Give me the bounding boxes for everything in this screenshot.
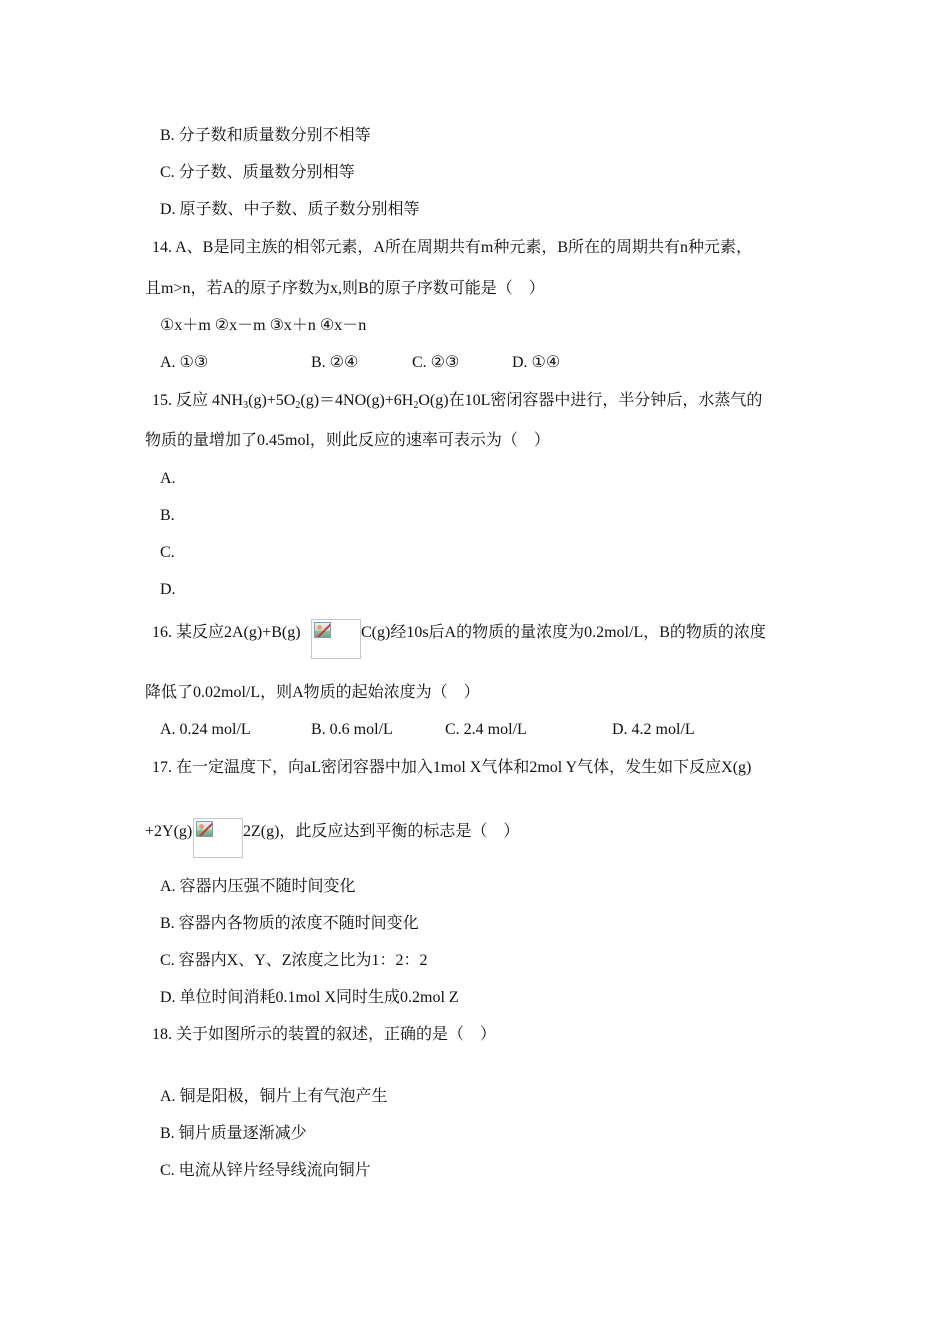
q15-option-a: A. — [160, 470, 176, 487]
q18-option-a: A. 铜是阳极，铜片上有气泡产生 — [160, 1088, 388, 1105]
q15-sub-2: 2 — [295, 400, 301, 411]
q15-sub-3: 2 — [413, 400, 419, 411]
q13-option-d: D. 原子数、中子数、质子数分别相等 — [160, 201, 420, 218]
q14-stem-line2: 且m>n，若A的原子序数为x,则B的原子序数可能是（ ） — [145, 280, 545, 297]
q17-option-d: D. 单位时间消耗0.1mol X同时生成0.2mol Z — [160, 989, 459, 1006]
q17-option-c: C. 容器内X、Y、Z浓度之比为1：2：2 — [160, 952, 428, 969]
q15-stem-pre: 15. 反应 4NH — [152, 392, 244, 409]
q16-stem-line2: 降低了0.02mol/L，则A物质的起始浓度为（ ） — [145, 684, 480, 701]
q16-stem-post: C(g)经10s后A的物质的量浓度为0.2mol/L，B的物质的浓度 — [361, 624, 766, 641]
q14-choices: ①x＋m ②x－m ③x＋n ④x－n — [160, 317, 367, 334]
q17-reversible-arrow-image — [193, 818, 243, 858]
q18-option-b: B. 铜片质量逐渐减少 — [160, 1125, 307, 1142]
q17-option-b: B. 容器内各物质的浓度不随时间变化 — [160, 915, 419, 932]
q14-option-d: D. ①④ — [512, 354, 561, 371]
q15-option-b: B. — [160, 507, 175, 524]
q14-stem-line1: 14. A、B是同主族的相邻元素，A所在周期共有m种元素，B所在的周期共有n种元素， — [152, 239, 753, 256]
q14-option-a: A. ①③ — [160, 354, 209, 371]
q16-option-c: C. 2.4 mol/L — [445, 721, 527, 738]
q17-option-a: A. 容器内压强不随时间变化 — [160, 878, 356, 895]
q15-stem-mid1: (g)+5O — [248, 392, 296, 409]
q14-option-b: B. ②④ — [311, 354, 359, 371]
q16-reversible-arrow-image — [311, 619, 361, 659]
q16-option-a: A. 0.24 mol/L — [160, 721, 251, 738]
q15-stem-post: O(g)在10L密闭容器中进行，半分钟后，水蒸气的 — [418, 392, 763, 409]
q15-sub-1: 3 — [243, 400, 249, 411]
q15-option-c: C. — [160, 544, 175, 561]
q16-stem-pre: 16. 某反应2A(g)+B(g) — [152, 624, 301, 641]
broken-image-icon — [196, 821, 213, 837]
q15-stem-mid2: (g)＝4NO(g)+6H — [300, 392, 414, 409]
broken-image-icon — [314, 622, 331, 638]
q18-option-c: C. 电流从锌片经导线流向铜片 — [160, 1162, 371, 1179]
q18-stem: 18. 关于如图所示的装置的叙述，正确的是（ ） — [152, 1026, 497, 1043]
q15-option-d: D. — [160, 581, 176, 598]
q13-option-c: C. 分子数、质量数分别相等 — [160, 164, 355, 181]
q15-stem-line2: 物质的量增加了0.45mol，则此反应的速率可表示为（ ） — [145, 432, 550, 449]
q17-stem-line2-pre: +2Y(g) — [145, 823, 193, 840]
q17-stem-line1: 17. 在一定温度下，向aL密闭容器中加入1mol X气体和2mol Y气体，发生如下反应X(g) — [152, 759, 752, 776]
q14-option-c: C. ②③ — [412, 354, 460, 371]
q17-stem-line2-post: 2Z(g)，此反应达到平衡的标志是（ ） — [243, 823, 520, 840]
q13-option-b: B. 分子数和质量数分别不相等 — [160, 127, 371, 144]
q16-option-b: B. 0.6 mol/L — [311, 721, 393, 738]
q16-option-d: D. 4.2 mol/L — [612, 721, 695, 738]
q15-stem-line1 — [152, 391, 762, 411]
